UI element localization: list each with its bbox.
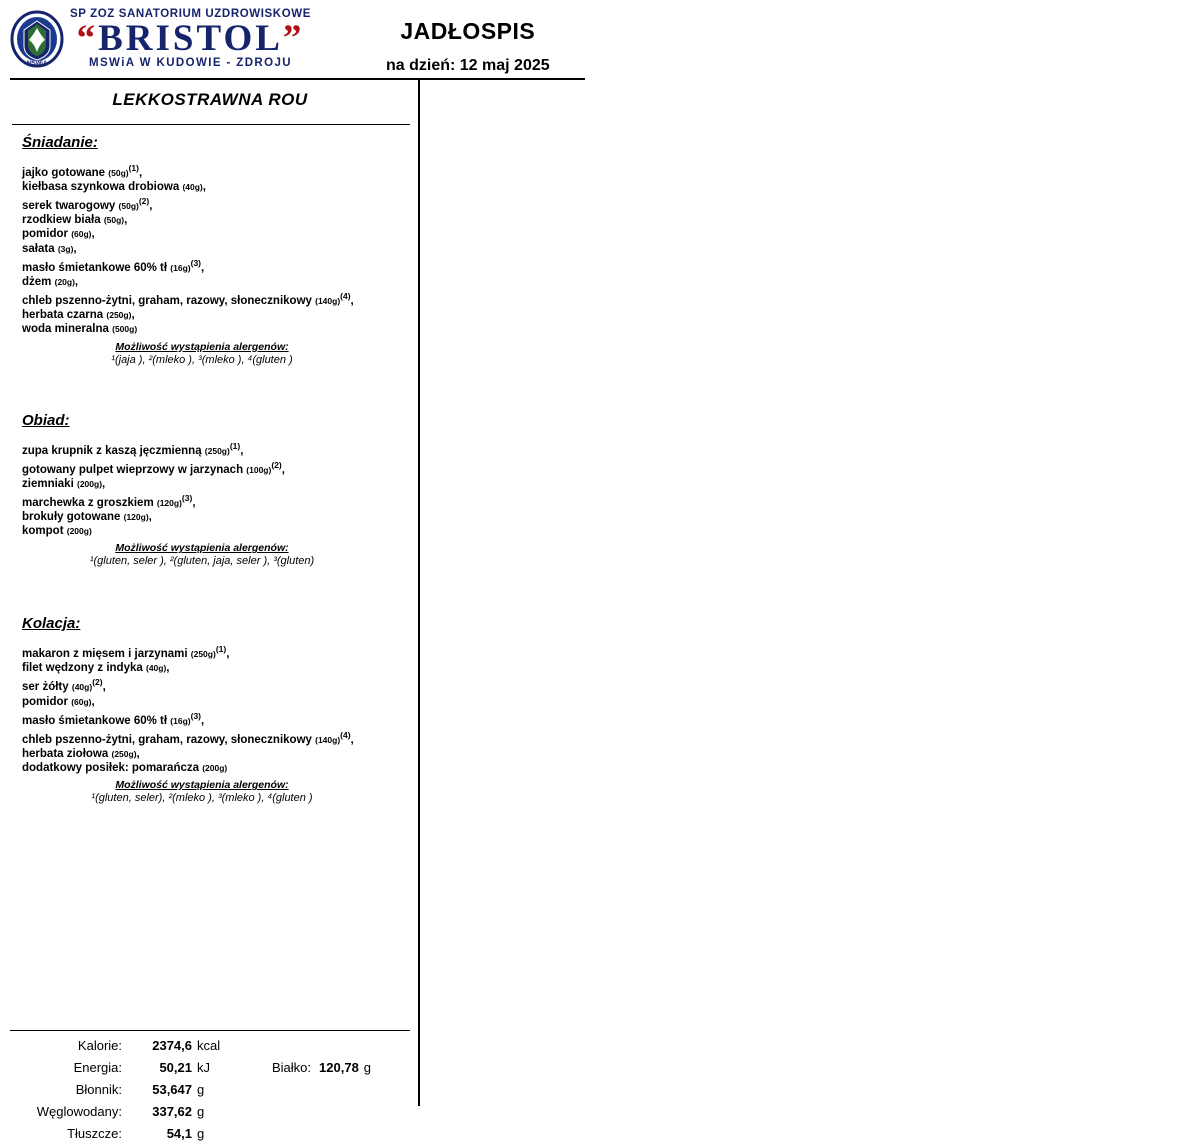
dish-name: herbata czarna bbox=[22, 309, 104, 322]
dish-allergen-ref: (3) bbox=[190, 710, 201, 721]
protein-unit: g bbox=[363, 1060, 372, 1075]
svg-text:MSWiA: MSWiA bbox=[26, 60, 48, 67]
dish-item: chleb pszenno-żytni, graham, razowy, słonecznikowy $(140g)^{(4)}$, bbox=[22, 291, 354, 307]
dish-amount: (40g) bbox=[71, 682, 93, 693]
nutrition-value: 50,21 bbox=[159, 1060, 192, 1075]
dish-amount: (40g) bbox=[182, 182, 203, 193]
dish-amount: (40g) bbox=[145, 663, 167, 674]
dish-item: pomidor (60g), bbox=[22, 695, 95, 708]
dish-name: kompot bbox=[22, 525, 64, 538]
dish-item: masło śmietankowe 60% tł $(16g)^{(3)}$, bbox=[22, 257, 205, 274]
meals-container bbox=[0, 134, 418, 808]
nutrition-label: Węglowodany: bbox=[36, 1104, 122, 1119]
divider-top bbox=[10, 78, 585, 80]
dish-name: chleb pszenno-żytni, graham, razowy, słonecznikowy bbox=[22, 733, 312, 746]
nutrition-row-tluszcze bbox=[0, 1126, 418, 1148]
dish-name: filet wędzony z indyka bbox=[22, 662, 143, 675]
dish-item: kiełbasa szynkowa drobiowa (40g), bbox=[22, 181, 206, 194]
meal-title: Śniadanie: bbox=[22, 134, 98, 151]
allergen-list: ¹(gluten, seler ), ²(gluten, jaja, seler ), ³(gluten) bbox=[89, 555, 315, 568]
dish-name: makaron z mięsem i jarzynami bbox=[22, 648, 188, 661]
menu-sheet bbox=[0, 78, 1200, 1141]
nutrition-row-kalorie bbox=[0, 1038, 418, 1060]
dish-amount: (200g) bbox=[202, 762, 228, 773]
allergen-block bbox=[0, 341, 418, 366]
nutrition-row-blonnik bbox=[0, 1082, 418, 1104]
nutrition-unit: kJ bbox=[197, 1060, 210, 1075]
dish-item bbox=[22, 524, 418, 538]
dish-name: pomidor bbox=[22, 695, 68, 708]
dish-amount: (200g) bbox=[66, 526, 92, 537]
dish-item bbox=[22, 322, 418, 336]
dish-amount: (16g) bbox=[170, 715, 191, 726]
dish-name: dodatkowy posiłek: pomarańcza bbox=[22, 761, 200, 774]
dish-amount: (3g) bbox=[57, 243, 74, 254]
meal-spacer bbox=[0, 571, 418, 615]
page-title: JADŁOSPIS bbox=[400, 18, 536, 44]
nutrition-value: 54,1 bbox=[166, 1126, 192, 1141]
dish-amount: (250g) bbox=[111, 748, 137, 759]
dish-item: pomidor (60g), bbox=[22, 228, 95, 241]
nutrition-unit: g bbox=[197, 1104, 205, 1119]
dish-allergen-ref: (3) bbox=[190, 257, 201, 268]
dish-name: chleb pszenno-żytni, graham, razowy, słonecznikowy bbox=[22, 294, 312, 307]
dish-item: makaron z mięsem i jarzynami $(250g)^{(1)}$, bbox=[22, 644, 230, 661]
dish-item: jajko gotowane $(50g)^{(1)}$, bbox=[22, 163, 143, 179]
dish-amount: (500g) bbox=[112, 324, 138, 335]
dish-list bbox=[22, 642, 418, 775]
dish-name: serek twarogowy bbox=[22, 200, 116, 213]
allergen-header: Możliwość wystąpienia alergenów: bbox=[115, 340, 289, 353]
meal-title: Obiad: bbox=[22, 411, 70, 429]
dish-amount: (250g) bbox=[204, 445, 230, 456]
document-date: na dzień: 12 maj 2025 bbox=[386, 57, 550, 74]
dish-amount: (140g) bbox=[315, 734, 341, 745]
dish-amount: (120g) bbox=[156, 497, 182, 508]
dish-amount: (60g) bbox=[71, 229, 92, 240]
dish-amount: (250g) bbox=[106, 310, 132, 321]
dish-amount: (50g) bbox=[118, 201, 139, 212]
dish-amount: (50g) bbox=[103, 215, 125, 226]
allergen-block bbox=[0, 542, 418, 567]
dish-item: zupa krupnik z kaszą jęczmienną $(250g)^{(1)}$, bbox=[22, 440, 244, 457]
logo-name-text: BRISTOL bbox=[98, 18, 283, 59]
nutrition-value: 53,647 bbox=[152, 1082, 192, 1097]
allergen-header: Możliwość wystąpienia alergenów: bbox=[115, 779, 289, 792]
dish-item: ziemniaki (200g), bbox=[22, 477, 106, 490]
nutrition-unit: kcal bbox=[197, 1038, 221, 1053]
dish-name: kiełbasa szynkowa drobiowa bbox=[22, 181, 180, 194]
divider-under-diet bbox=[12, 124, 410, 125]
dish-amount: (140g) bbox=[315, 295, 341, 306]
dish-item: serek twarogowy $(50g)^{(2)}$, bbox=[22, 196, 153, 213]
dish-allergen-ref: (2) bbox=[271, 459, 282, 470]
dish-item: filet wędzony z indyka (40g), bbox=[22, 662, 170, 675]
dish-amount: (60g) bbox=[71, 696, 92, 707]
dish-name: sałata bbox=[22, 242, 55, 255]
allergen-header: Możliwość wystąpienia alergenów: bbox=[115, 542, 289, 555]
nutrition-summary bbox=[0, 1038, 418, 1148]
meal-section bbox=[0, 134, 418, 366]
nutrition-unit: g bbox=[197, 1082, 205, 1097]
dish-name: pomidor bbox=[22, 228, 68, 241]
protein-label: Białko: bbox=[272, 1060, 312, 1075]
nutrition-label: Błonnik: bbox=[75, 1082, 122, 1097]
dish-name: ser żółty bbox=[22, 681, 69, 694]
dish-amount: (16g) bbox=[170, 262, 191, 273]
dish-item: masło śmietankowe 60% tł $(16g)^{(3)}$, bbox=[22, 710, 205, 727]
dish-allergen-ref: (1) bbox=[229, 440, 241, 451]
dish-item: herbata czarna (250g), bbox=[22, 309, 135, 322]
nutrition-value: 2374,6 bbox=[152, 1038, 192, 1053]
divider-bottom bbox=[10, 1030, 410, 1031]
logo-name: “BRISTOL” bbox=[76, 18, 305, 59]
dish-name: masło śmietankowe 60% tł bbox=[22, 261, 168, 274]
dish-item: sałata (3g), bbox=[22, 242, 77, 255]
dish-amount: (50g) bbox=[108, 167, 129, 178]
dish-name: gotowany pulpet wieprzowy w jarzynach bbox=[22, 463, 244, 476]
mswia-crest-icon bbox=[10, 10, 64, 68]
dish-amount: (250g) bbox=[190, 649, 216, 660]
meal-section bbox=[0, 615, 418, 804]
nutrition-label: Tłuszcze: bbox=[67, 1126, 122, 1141]
dish-list bbox=[22, 439, 418, 539]
allergen-block bbox=[0, 779, 418, 804]
nutrition-value: 337,62 bbox=[152, 1104, 192, 1119]
allergen-list: ¹(gluten, seler), ²(mleko ), ³(mleko ), ⁴(gluten ) bbox=[91, 792, 313, 805]
nutrition-label: Kalorie: bbox=[77, 1038, 122, 1053]
dish-item: brokuły gotowane (120g), bbox=[22, 510, 152, 523]
dish-amount: (100g) bbox=[246, 464, 272, 475]
nutrition-row-weglowodany bbox=[0, 1104, 418, 1126]
dish-allergen-ref: (2) bbox=[92, 677, 103, 688]
logo-line-org: SP ZOZ SANATORIUM UZDROWISKOWE bbox=[70, 8, 311, 20]
dish-allergen-ref: (1) bbox=[215, 644, 227, 655]
dish-allergen-ref: (1) bbox=[128, 163, 139, 173]
dish-item: rzodkiew biała (50g), bbox=[22, 214, 128, 227]
nutrition-label: Energia: bbox=[73, 1060, 122, 1075]
meal-spacer bbox=[0, 370, 418, 412]
dish-item: gotowany pulpet wieprzowy w jarzynach $(100g)^{(2)}$, bbox=[22, 459, 285, 476]
nutrition-unit: g bbox=[197, 1126, 205, 1141]
allergen-list: ¹(jaja ), ²(mleko ), ³(mleko ), ⁴(gluten ) bbox=[111, 353, 293, 366]
nutrition-row-bialko bbox=[272, 1060, 371, 1075]
nutrition-row-energia bbox=[0, 1060, 418, 1082]
dish-name: herbata ziołowa bbox=[22, 747, 109, 760]
diet-name: LEKKOSTRAWNA ROU bbox=[112, 90, 308, 109]
meal-section bbox=[0, 412, 418, 568]
divider-vertical bbox=[418, 78, 420, 1106]
dish-amount: (200g) bbox=[76, 478, 103, 489]
dish-item: marchewka z groszkiem $(120g)^{(3)}$, bbox=[22, 492, 196, 509]
dish-item: dżem (20g), bbox=[22, 275, 79, 288]
meal-title: Kolacja: bbox=[22, 615, 81, 633]
dish-name: masło śmietankowe 60% tł bbox=[22, 714, 168, 727]
dish-name: rzodkiew biała bbox=[22, 214, 101, 227]
dish-allergen-ref: (4) bbox=[340, 729, 351, 740]
dish-amount: (20g) bbox=[54, 276, 75, 287]
document-header bbox=[0, 0, 1200, 78]
sanatorium-logo bbox=[0, 8, 360, 69]
dish-list bbox=[22, 161, 418, 337]
dish-item: herbata ziołowa (250g), bbox=[22, 747, 140, 760]
logo-line-location: MSWiA W KUDOWIE - ZDROJU bbox=[88, 57, 292, 69]
dish-allergen-ref: (3) bbox=[181, 492, 193, 503]
dish-name: zupa krupnik z kaszą jęczmienną bbox=[22, 444, 202, 457]
protein-value: 120,78 bbox=[319, 1060, 359, 1075]
dish-name: marchewka z groszkiem bbox=[22, 496, 154, 509]
dish-name: brokuły gotowane bbox=[22, 510, 121, 523]
dish-name: jajko gotowane bbox=[22, 166, 106, 179]
title-block bbox=[386, 8, 550, 75]
dish-allergen-ref: (4) bbox=[340, 291, 351, 302]
dish-amount: (120g) bbox=[123, 511, 149, 522]
dish-name: dżem bbox=[22, 275, 52, 288]
dish-item: ser żółty $(40g)^{(2)}$, bbox=[22, 677, 106, 694]
dish-allergen-ref: (2) bbox=[138, 196, 150, 207]
dish-item bbox=[22, 761, 418, 775]
dish-name: ziemniaki bbox=[22, 477, 74, 490]
dish-item: chleb pszenno-żytni, graham, razowy, słonecznikowy $(140g)^{(4)}$, bbox=[22, 729, 354, 746]
dish-name: woda mineralna bbox=[22, 323, 109, 336]
